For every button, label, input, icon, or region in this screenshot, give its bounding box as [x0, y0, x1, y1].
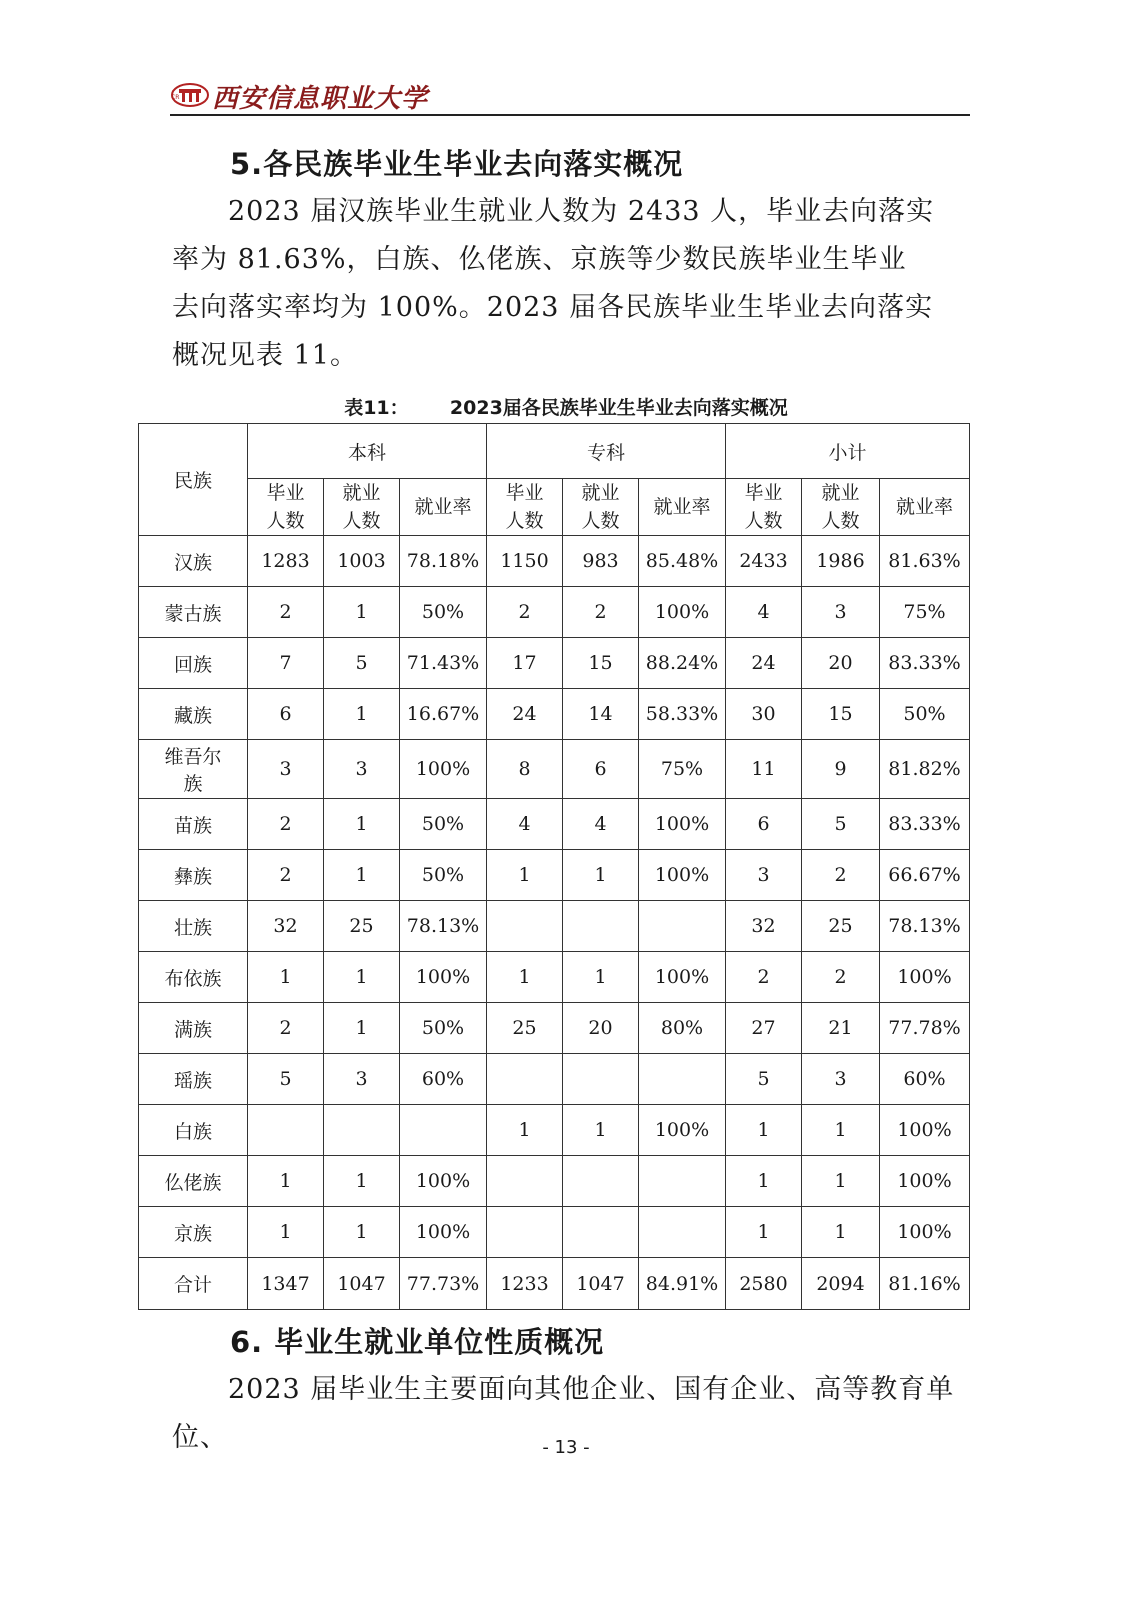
value-cell: 100% — [639, 1105, 726, 1156]
value-cell: 2094 — [802, 1258, 880, 1310]
value-cell — [563, 1156, 639, 1207]
value-cell: 50% — [880, 689, 970, 740]
value-cell: 100% — [639, 850, 726, 901]
subheader-cell: 毕业人数 — [248, 479, 324, 536]
section-6-title: 6. 毕业生就业单位性质概况 — [230, 1325, 605, 1359]
value-cell: 50% — [400, 587, 487, 638]
value-cell: 2433 — [726, 536, 802, 587]
value-cell: 66.67% — [880, 850, 970, 901]
value-cell — [487, 1207, 563, 1258]
svg-text:CR: CR — [171, 94, 180, 101]
table-row — [139, 1156, 970, 1207]
value-cell: 78.13% — [400, 901, 487, 952]
value-cell: 100% — [400, 1207, 487, 1258]
value-cell: 1 — [324, 799, 400, 850]
table-row — [139, 850, 970, 901]
value-cell: 1 — [487, 1105, 563, 1156]
value-cell: 100% — [400, 1156, 487, 1207]
value-cell: 71.43% — [400, 638, 487, 689]
value-cell: 25 — [324, 901, 400, 952]
header-rule — [170, 114, 970, 116]
value-cell: 16.67% — [400, 689, 487, 740]
table-row — [139, 799, 970, 850]
table-row — [139, 638, 970, 689]
subheader-cell: 毕业人数 — [726, 479, 802, 536]
value-cell: 2 — [802, 952, 880, 1003]
value-cell: 983 — [563, 536, 639, 587]
value-cell — [248, 1105, 324, 1156]
table-row — [139, 901, 970, 952]
value-cell: 17 — [487, 638, 563, 689]
ethnicity-cell: 回族 — [139, 638, 248, 689]
ethnicity-cell: 仫佬族 — [139, 1156, 248, 1207]
header-ethnicity: 民族 — [139, 424, 248, 536]
value-cell: 81.82% — [880, 740, 970, 799]
value-cell: 1003 — [324, 536, 400, 587]
value-cell — [639, 1207, 726, 1258]
ethnicity-cell: 瑶族 — [139, 1054, 248, 1105]
table-row — [139, 952, 970, 1003]
value-cell: 5 — [726, 1054, 802, 1105]
value-cell: 1 — [324, 587, 400, 638]
table-row — [139, 1207, 970, 1258]
value-cell: 1 — [563, 850, 639, 901]
value-cell: 6 — [248, 689, 324, 740]
table-caption — [0, 393, 1132, 420]
table-row — [139, 1258, 970, 1310]
section-5-title: 5.各民族毕业生毕业去向落实概况 — [230, 147, 684, 181]
value-cell — [324, 1105, 400, 1156]
value-cell: 78.18% — [400, 536, 487, 587]
value-cell: 1233 — [487, 1258, 563, 1310]
subheader-cell: 就业人数 — [324, 479, 400, 536]
value-cell: 15 — [563, 638, 639, 689]
subheader-cell: 就业人数 — [563, 479, 639, 536]
value-cell: 1 — [563, 952, 639, 1003]
value-cell: 30 — [726, 689, 802, 740]
ethnicity-cell: 藏族 — [139, 689, 248, 740]
value-cell: 75% — [880, 587, 970, 638]
university-name: 西安信息职业大学 — [212, 84, 429, 114]
value-cell: 9 — [802, 740, 880, 799]
page-header — [170, 76, 970, 114]
value-cell: 7 — [248, 638, 324, 689]
value-cell: 25 — [487, 1003, 563, 1054]
value-cell: 1 — [324, 689, 400, 740]
value-cell: 1 — [802, 1105, 880, 1156]
table-row — [139, 587, 970, 638]
value-cell: 1150 — [487, 536, 563, 587]
value-cell: 3 — [802, 1054, 880, 1105]
value-cell: 4 — [563, 799, 639, 850]
table-row — [139, 536, 970, 587]
value-cell: 15 — [802, 689, 880, 740]
value-cell: 100% — [639, 952, 726, 1003]
value-cell: 4 — [487, 799, 563, 850]
value-cell: 1 — [324, 1003, 400, 1054]
value-cell: 60% — [400, 1054, 487, 1105]
value-cell: 6 — [563, 740, 639, 799]
value-cell: 58.33% — [639, 689, 726, 740]
value-cell — [639, 1054, 726, 1105]
subheader-cell: 毕业人数 — [487, 479, 563, 536]
value-cell: 81.16% — [880, 1258, 970, 1310]
value-cell: 25 — [802, 901, 880, 952]
value-cell: 60% — [880, 1054, 970, 1105]
table-row — [139, 1054, 970, 1105]
value-cell: 14 — [563, 689, 639, 740]
header-group-undergrad: 本科 — [248, 424, 487, 479]
value-cell: 1 — [726, 1207, 802, 1258]
value-cell: 77.78% — [880, 1003, 970, 1054]
ethnicity-cell: 壮族 — [139, 901, 248, 952]
value-cell: 1 — [248, 952, 324, 1003]
value-cell: 4 — [726, 587, 802, 638]
ethnicity-cell: 白族 — [139, 1105, 248, 1156]
value-cell: 24 — [726, 638, 802, 689]
value-cell: 77.73% — [400, 1258, 487, 1310]
table-caption-title: 2023届各民族毕业生毕业去向落实概况 — [449, 397, 788, 419]
value-cell: 1 — [324, 1207, 400, 1258]
ethnicity-cell: 满族 — [139, 1003, 248, 1054]
value-cell: 1 — [726, 1156, 802, 1207]
paragraph-line: 去向落实率均为 100%。2023 届各民族毕业生毕业去向落实 — [172, 292, 934, 323]
value-cell: 100% — [880, 1207, 970, 1258]
value-cell: 2580 — [726, 1258, 802, 1310]
table-caption-label: 表11： — [344, 397, 409, 419]
value-cell: 6 — [726, 799, 802, 850]
value-cell — [639, 901, 726, 952]
table-row — [139, 1003, 970, 1054]
section-5-paragraph — [172, 188, 962, 380]
value-cell: 83.33% — [880, 638, 970, 689]
value-cell: 1 — [802, 1156, 880, 1207]
value-cell: 1 — [802, 1207, 880, 1258]
value-cell: 78.13% — [880, 901, 970, 952]
value-cell: 1 — [324, 1156, 400, 1207]
subheader-cell: 就业人数 — [802, 479, 880, 536]
value-cell: 50% — [400, 1003, 487, 1054]
value-cell: 2 — [487, 587, 563, 638]
value-cell — [487, 1054, 563, 1105]
table-row — [139, 1105, 970, 1156]
value-cell: 1047 — [324, 1258, 400, 1310]
value-cell: 11 — [726, 740, 802, 799]
ethnicity-cell: 彝族 — [139, 850, 248, 901]
value-cell: 2 — [726, 952, 802, 1003]
value-cell: 1 — [324, 952, 400, 1003]
subheader-cell: 就业率 — [400, 479, 487, 536]
value-cell: 100% — [400, 952, 487, 1003]
ethnicity-cell: 维吾尔族 — [139, 740, 248, 799]
value-cell: 1 — [487, 952, 563, 1003]
value-cell: 80% — [639, 1003, 726, 1054]
value-cell: 20 — [563, 1003, 639, 1054]
ethnicity-cell: 布依族 — [139, 952, 248, 1003]
value-cell — [563, 901, 639, 952]
subheader-cell: 就业率 — [880, 479, 970, 536]
value-cell: 50% — [400, 799, 487, 850]
value-cell: 100% — [880, 952, 970, 1003]
table-row — [139, 740, 970, 799]
value-cell: 100% — [880, 1156, 970, 1207]
paragraph-line: 2023 届毕业生主要面向其他企业、国有企业、高等教育单位、 — [172, 1374, 955, 1453]
ethnicity-cell: 蒙古族 — [139, 587, 248, 638]
value-cell: 100% — [639, 799, 726, 850]
value-cell: 1 — [248, 1207, 324, 1258]
value-cell: 2 — [563, 587, 639, 638]
table-row — [139, 689, 970, 740]
paragraph-line: 率为 81.63%，白族、仫佬族、京族等少数民族毕业生毕业 — [172, 244, 907, 275]
ethnicity-cell: 合计 — [139, 1258, 248, 1310]
value-cell — [400, 1105, 487, 1156]
value-cell — [487, 901, 563, 952]
value-cell: 5 — [324, 638, 400, 689]
header-group-subtotal: 小计 — [726, 424, 970, 479]
value-cell: 3 — [324, 1054, 400, 1105]
value-cell: 50% — [400, 850, 487, 901]
value-cell — [563, 1054, 639, 1105]
ethnic-employment-table — [138, 423, 970, 1310]
value-cell: 100% — [880, 1105, 970, 1156]
page-number: - 13 - — [542, 1437, 590, 1458]
paragraph-line: 概况见表 11。 — [172, 340, 358, 371]
university-logo — [170, 80, 210, 108]
value-cell: 83.33% — [880, 799, 970, 850]
value-cell: 2 — [802, 850, 880, 901]
value-cell: 2 — [248, 587, 324, 638]
value-cell: 8 — [487, 740, 563, 799]
value-cell: 2 — [248, 850, 324, 901]
value-cell: 3 — [802, 587, 880, 638]
ethnicity-cell: 京族 — [139, 1207, 248, 1258]
ethnicity-cell: 汉族 — [139, 536, 248, 587]
value-cell: 5 — [248, 1054, 324, 1105]
value-cell: 1283 — [248, 536, 324, 587]
value-cell: 5 — [802, 799, 880, 850]
value-cell: 1047 — [563, 1258, 639, 1310]
value-cell — [639, 1156, 726, 1207]
value-cell: 100% — [639, 587, 726, 638]
value-cell: 32 — [248, 901, 324, 952]
value-cell: 85.48% — [639, 536, 726, 587]
value-cell: 3 — [248, 740, 324, 799]
value-cell — [563, 1207, 639, 1258]
ethnicity-cell: 苗族 — [139, 799, 248, 850]
value-cell: 1 — [324, 850, 400, 901]
value-cell: 81.63% — [880, 536, 970, 587]
value-cell: 1 — [248, 1156, 324, 1207]
value-cell: 100% — [400, 740, 487, 799]
value-cell: 1 — [726, 1105, 802, 1156]
paragraph-line: 2023 届汉族毕业生就业人数为 2433 人，毕业去向落实 — [228, 196, 935, 227]
value-cell: 24 — [487, 689, 563, 740]
value-cell: 21 — [802, 1003, 880, 1054]
value-cell: 32 — [726, 901, 802, 952]
value-cell — [487, 1156, 563, 1207]
value-cell: 3 — [324, 740, 400, 799]
value-cell: 84.91% — [639, 1258, 726, 1310]
value-cell: 27 — [726, 1003, 802, 1054]
value-cell: 3 — [726, 850, 802, 901]
value-cell: 20 — [802, 638, 880, 689]
subheader-cell: 就业率 — [639, 479, 726, 536]
value-cell: 1986 — [802, 536, 880, 587]
value-cell: 2 — [248, 1003, 324, 1054]
value-cell: 1 — [563, 1105, 639, 1156]
value-cell: 1 — [487, 850, 563, 901]
value-cell: 88.24% — [639, 638, 726, 689]
header-group-junior-college: 专科 — [487, 424, 726, 479]
value-cell: 2 — [248, 799, 324, 850]
value-cell: 75% — [639, 740, 726, 799]
value-cell: 1347 — [248, 1258, 324, 1310]
